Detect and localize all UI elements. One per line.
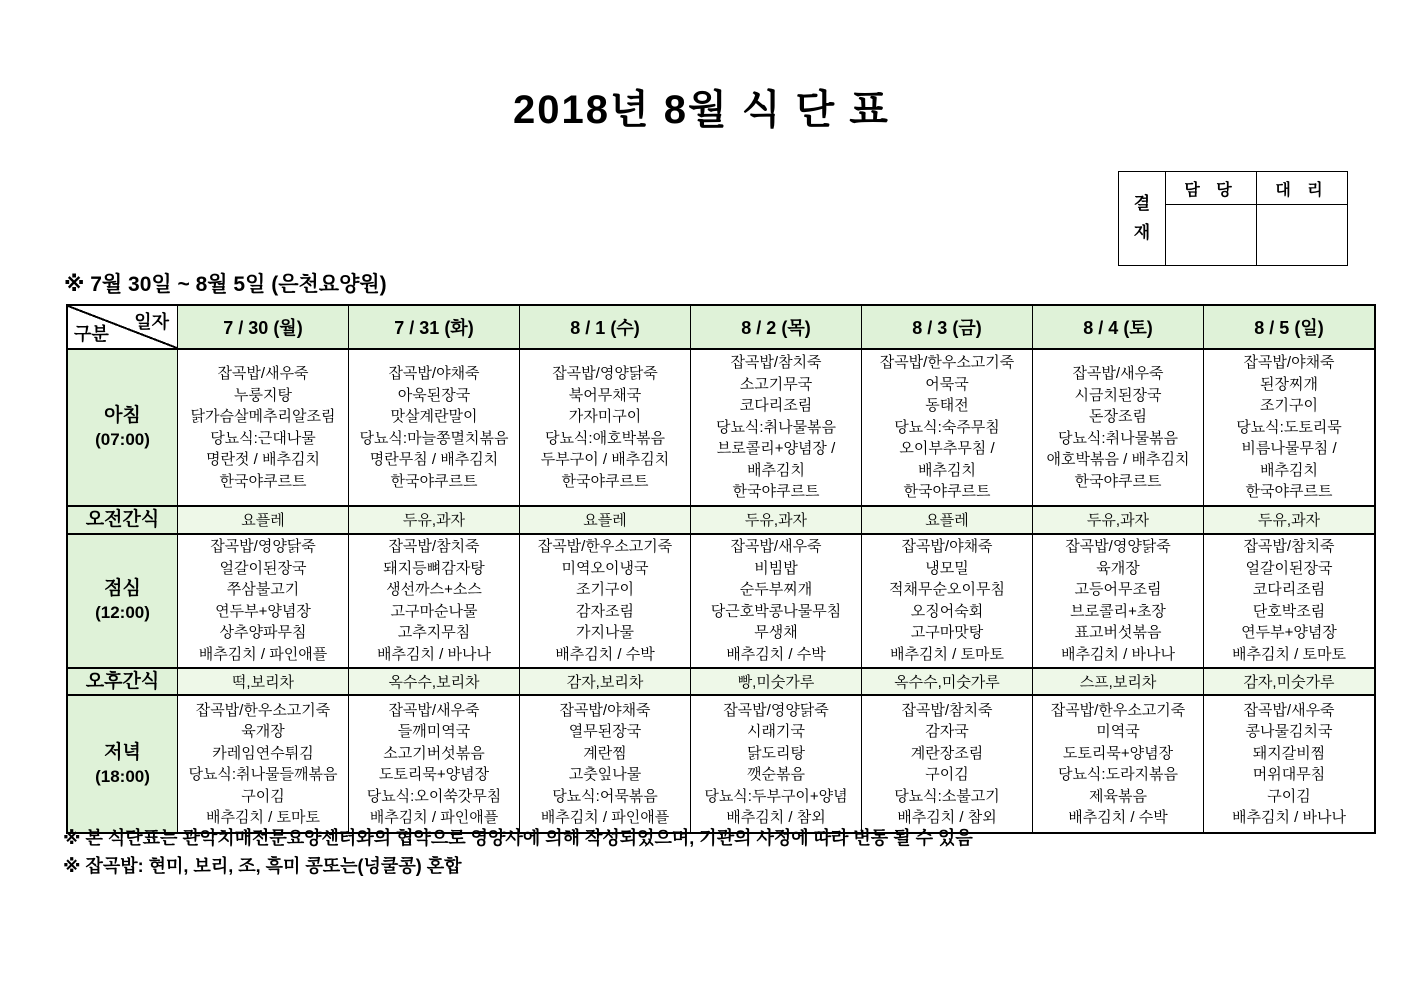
corner-date-label: 일자 (134, 312, 169, 332)
menu-item: 시금치된장국 (1074, 386, 1162, 404)
menu-item: 애호박볶음 / 배추김치 (1046, 451, 1190, 468)
menu-item: 잡곡밥/영양닭죽 (210, 538, 316, 556)
page-title: 2018년 8월 식 단 표 (513, 88, 890, 132)
menu-item: 잡곡밥/참치죽 (901, 701, 993, 719)
meal-cell (1204, 349, 1376, 506)
approval-box (1118, 171, 1348, 266)
menu-item: 잡곡밥/야채죽 (559, 701, 651, 719)
week-range-subtitle: ※ 7월 30일 ~ 8월 5일 (은천요양원) (64, 273, 387, 296)
menu-item: 단호박조림 (1252, 602, 1326, 620)
snack-cell: 빵,미숫가루 (691, 668, 862, 696)
menu-item: 잡곡밥/한우소고기죽 (879, 354, 1015, 372)
snack-cell: 옥수수,보리차 (349, 668, 520, 696)
footnote-line: ※ 잡곡밥: 현미, 보리, 조, 흑미 콩또는(넝쿨콩) 혼합 (63, 856, 462, 876)
menu-item: 들깨미역국 (397, 723, 471, 741)
menu-item: 된장찌개 (1260, 375, 1318, 393)
menu-item: 조기구이 (576, 581, 634, 599)
menu-item: 어묵국 (925, 375, 969, 393)
row-lunch (67, 534, 1375, 668)
menu-item: 잡곡밥/영양닭죽 (723, 701, 829, 719)
menu-item: 육개장 (241, 723, 285, 741)
menu-item: 당뇨식:오이쑥갓무침 (366, 787, 502, 805)
menu-item: 감자국 (925, 723, 969, 741)
menu-item: 아욱된장국 (397, 386, 471, 404)
menu-item: 명란무침 / 배추김치 (369, 451, 499, 468)
menu-item: 브로콜리+초장 (1070, 602, 1166, 620)
row-label-text: 점심 (104, 578, 141, 600)
menu-item: 배추김치 / 수박 (555, 645, 655, 663)
day-header-2: 7 / 31 (화) (349, 305, 520, 349)
menu-item: 계란찜 (583, 744, 627, 762)
menu-item: 고춧잎나물 (568, 766, 642, 784)
day-header-6: 8 / 4 (토) (1033, 305, 1204, 349)
menu-item: 오이부추무침 / (899, 440, 995, 458)
row-am-snack (67, 506, 1375, 534)
menu-item: 한국야쿠르트 (219, 472, 307, 490)
menu-item: 도토리묵+양념장 (378, 766, 490, 784)
menu-item: 배추김치 / 수박 (1068, 809, 1168, 827)
meal-cell (1204, 534, 1376, 668)
menu-item: 배추김치 / 파인애플 (540, 809, 670, 827)
menu-item: 당뇨식:어묵볶음 (552, 787, 658, 805)
menu-item: 연두부+양념장 (215, 602, 311, 620)
menu-item: 생선까스+소스 (386, 581, 482, 599)
menu-item: 깻순볶음 (747, 766, 805, 784)
menu-item: 잡곡밥/참치죽 (730, 354, 822, 372)
menu-item: 코다리조림 (1252, 581, 1326, 599)
menu-item: 얼갈이된장국 (1245, 559, 1333, 577)
corner-category-label: 구분 (74, 324, 109, 344)
menu-item: 배추김치 / 토마토 (890, 645, 1004, 663)
menu-item: 돼지등뼈감자탕 (383, 559, 485, 577)
row-label-breakfast (67, 349, 178, 506)
menu-item: 콩나물김치국 (1245, 723, 1333, 741)
menu-item: 잡곡밥/참치죽 (1243, 538, 1335, 556)
meal-cell (178, 349, 349, 506)
row-label-am-snack (67, 506, 178, 534)
row-label-dinner (67, 695, 178, 833)
menu-item: 구이김 (241, 787, 285, 805)
meal-cell (1033, 695, 1204, 833)
menu-item: 당뇨식:도토리묵 (1236, 418, 1342, 436)
menu-item: 동태전 (925, 397, 969, 415)
meal-cell (520, 349, 691, 506)
menu-item: 잡곡밥/야채죽 (1243, 354, 1335, 372)
row-label-time: (07:00) (95, 429, 150, 449)
menu-item: 표고버섯볶음 (1074, 624, 1162, 642)
menu-item: 미역국 (1096, 723, 1140, 741)
row-label-text: 저녁 (104, 741, 141, 763)
approval-signature-cell (1166, 205, 1257, 266)
menu-item: 배추김치 / 바나나 (377, 645, 491, 663)
row-label-pm-snack (67, 668, 178, 696)
menu-item: 한국야쿠르트 (903, 483, 991, 501)
menu-item: 잡곡밥/한우소고기죽 (195, 701, 331, 719)
menu-item: 명란젓 / 배추김치 (206, 451, 320, 468)
approval-col-damdang: 담 당 (1166, 172, 1257, 205)
menu-item: 고추지무침 (397, 624, 471, 642)
row-dinner (67, 695, 1375, 833)
menu-item: 조기구이 (1260, 397, 1318, 415)
approval-col-daeri: 대 리 (1257, 172, 1348, 205)
menu-item: 잡곡밥/새우죽 (388, 701, 480, 719)
meal-cell (349, 349, 520, 506)
menu-item: 가자미구이 (568, 408, 642, 425)
menu-item: 냉모밀 (925, 559, 969, 577)
menu-item: 비빔밥 (754, 559, 798, 577)
menu-item: 고등어무조림 (1074, 581, 1162, 599)
approval-label (1119, 172, 1166, 266)
menu-item: 계란장조림 (910, 744, 984, 762)
footnotes (63, 824, 973, 880)
menu-item: 소고기버섯볶음 (383, 744, 485, 762)
meal-cell (691, 349, 862, 506)
menu-item: 오징어숙회 (910, 602, 984, 620)
menu-item: 한국야쿠르트 (561, 472, 649, 490)
menu-item: 돈장조림 (1089, 408, 1147, 425)
menu-item: 당근호박콩나물무침 (710, 602, 842, 620)
table-header-row (67, 305, 1375, 349)
menu-item: 배추김치 / 바나나 (1232, 809, 1346, 827)
menu-item: 배추김치 / 파인애플 (369, 809, 499, 827)
menu-item: 두부구이 / 배추김치 (540, 451, 670, 468)
meal-cell (349, 695, 520, 833)
menu-item: 소고기무국 (739, 375, 813, 393)
meal-cell (1033, 349, 1204, 506)
menu-item: 잡곡밥/영양닭죽 (1065, 538, 1171, 556)
menu-item: 배추김치 / 바나나 (1061, 645, 1175, 663)
menu-item: 육개장 (1096, 559, 1140, 577)
meal-cell (1033, 534, 1204, 668)
row-label-text: 오후간식 (85, 670, 160, 692)
menu-item: 당뇨식:취나물들깨볶음 (188, 766, 338, 784)
menu-item: 머위대무침 (1252, 766, 1326, 784)
menu-item: 잡곡밥/야채죽 (901, 538, 993, 556)
snack-cell: 두유,과자 (691, 506, 862, 534)
menu-item: 고구마맛탕 (910, 624, 984, 642)
day-header-3: 8 / 1 (수) (520, 305, 691, 349)
snack-cell: 두유,과자 (349, 506, 520, 534)
snack-cell: 요플레 (178, 506, 349, 534)
meal-cell (178, 695, 349, 833)
row-label-text: 아침 (104, 405, 141, 427)
menu-table (66, 304, 1376, 834)
menu-item: 당뇨식:두부구이+양념 (704, 787, 848, 805)
row-pm-snack (67, 668, 1375, 696)
meal-cell (691, 695, 862, 833)
menu-item: 배추김치 / 파인애플 (198, 645, 328, 663)
menu-item: 맛살계란말이 (390, 408, 478, 425)
row-label-time: (12:00) (95, 602, 150, 622)
menu-item: 당뇨식:근대나물 (210, 429, 316, 447)
menu-item: 잡곡밥/새우죽 (217, 365, 309, 382)
meal-cell (862, 349, 1033, 506)
menu-item: 가지나물 (576, 624, 634, 642)
menu-item: 당뇨식:소불고기 (894, 787, 1000, 805)
menu-item: 열무된장국 (568, 723, 642, 741)
meal-cell (520, 695, 691, 833)
menu-item: 고구마순나물 (390, 602, 478, 620)
snack-cell: 요플레 (862, 506, 1033, 534)
day-header-7: 8 / 5 (일) (1204, 305, 1376, 349)
row-label-text: 오전간식 (85, 509, 160, 530)
menu-item: 미역오이냉국 (561, 559, 649, 577)
menu-item: 연두부+양념장 (1241, 624, 1337, 642)
day-header-4: 8 / 2 (목) (691, 305, 862, 349)
menu-item: 당뇨식:취나물볶음 (1057, 429, 1179, 447)
meal-cell (520, 534, 691, 668)
menu-item: 잡곡밥/새우죽 (1072, 365, 1164, 382)
menu-item: 당뇨식:숙주무침 (894, 418, 1000, 436)
menu-item: 구이김 (1267, 787, 1311, 805)
menu-item: 한국야쿠르트 (1074, 472, 1162, 490)
footnote-line: ※ 본 식단표는 관악치매전문요양센터와의 협약으로 영양사에 의해 작성되었으며, 기관의 사정에 따라 변동 될 수 있음 (63, 828, 973, 848)
menu-item: 잡곡밥/영양닭죽 (552, 365, 658, 382)
menu-item: 잡곡밥/새우죽 (730, 538, 822, 556)
menu-item: 시래기국 (747, 723, 805, 741)
menu-item: 당뇨식:애호박볶음 (544, 429, 666, 447)
menu-item: 카레임연수튀김 (212, 744, 314, 762)
snack-cell: 감자,미숫가루 (1204, 668, 1376, 696)
menu-item: 한국야쿠르트 (732, 483, 820, 501)
snack-cell: 떡,보리차 (178, 668, 349, 696)
menu-item: 당뇨식:도라지볶음 (1057, 766, 1179, 784)
snack-cell: 요플레 (520, 506, 691, 534)
menu-item: 코다리조림 (739, 397, 813, 415)
day-header-1: 7 / 30 (월) (178, 305, 349, 349)
menu-item: 배추김치 (1260, 461, 1318, 479)
row-label-time: (18:00) (95, 766, 150, 786)
meal-cell (349, 534, 520, 668)
meal-cell (691, 534, 862, 668)
menu-item: 도토리묵+양념장 (1062, 744, 1174, 762)
menu-item: 배추김치 / 수박 (726, 645, 826, 663)
menu-item: 잡곡밥/참치죽 (388, 538, 480, 556)
menu-item: 닭가슴살메추리알조림 (190, 408, 336, 425)
meal-cell (1204, 695, 1376, 833)
menu-item: 한국야쿠르트 (390, 472, 478, 490)
menu-item: 누룽지탕 (234, 386, 292, 404)
menu-item: 당뇨식:마늘쫑멸치볶음 (359, 429, 509, 447)
menu-item: 잡곡밥/한우소고기죽 (537, 538, 673, 556)
row-breakfast (67, 349, 1375, 506)
snack-cell: 감자,보리차 (520, 668, 691, 696)
snack-cell: 스프,보리차 (1033, 668, 1204, 696)
menu-item: 당뇨식:취나물볶음 (715, 418, 837, 436)
approval-signature-cell (1257, 205, 1348, 266)
meal-cell (178, 534, 349, 668)
menu-item: 브로콜리+양념장 / (716, 440, 836, 458)
corner-cell (67, 305, 178, 349)
menu-item: 배추김치 / 토마토 (206, 809, 320, 827)
menu-item: 제육볶음 (1089, 787, 1147, 805)
meal-cell (862, 534, 1033, 668)
menu-item: 잡곡밥/야채죽 (388, 365, 480, 382)
menu-item: 구이김 (925, 766, 969, 784)
day-header-5: 8 / 3 (금) (862, 305, 1033, 349)
menu-item: 얼갈이된장국 (219, 559, 307, 577)
menu-item: 배추김치 / 토마토 (1232, 645, 1346, 663)
row-label-lunch (67, 534, 178, 668)
menu-item: 무생채 (754, 624, 798, 642)
menu-item: 감자조림 (576, 602, 634, 620)
menu-item: 배추김치 (918, 461, 976, 479)
menu-item: 쭈삼불고기 (226, 581, 300, 599)
approval-label-text: 결재 (1133, 193, 1151, 242)
meal-cell (862, 695, 1033, 833)
menu-item: 배추김치 (747, 461, 805, 479)
snack-cell: 옥수수,미숫가루 (862, 668, 1033, 696)
menu-item: 돼지갈비찜 (1252, 744, 1326, 762)
snack-cell: 두유,과자 (1204, 506, 1376, 534)
menu-item: 잡곡밥/새우죽 (1243, 701, 1335, 719)
menu-item: 배추김치 / 참외 (726, 809, 826, 827)
menu-item: 한국야쿠르트 (1245, 483, 1333, 501)
menu-item: 북어무채국 (568, 386, 642, 404)
snack-cell: 두유,과자 (1033, 506, 1204, 534)
menu-item: 닭도리탕 (747, 744, 805, 762)
menu-item: 순두부찌개 (739, 581, 813, 599)
menu-item: 잡곡밥/한우소고기죽 (1050, 701, 1186, 719)
menu-item: 비름나물무침 / (1241, 440, 1337, 458)
menu-item: 상추양파무침 (219, 624, 307, 642)
menu-item: 적채무순오이무침 (889, 581, 1005, 599)
menu-item: 배추김치 / 참외 (897, 809, 997, 827)
